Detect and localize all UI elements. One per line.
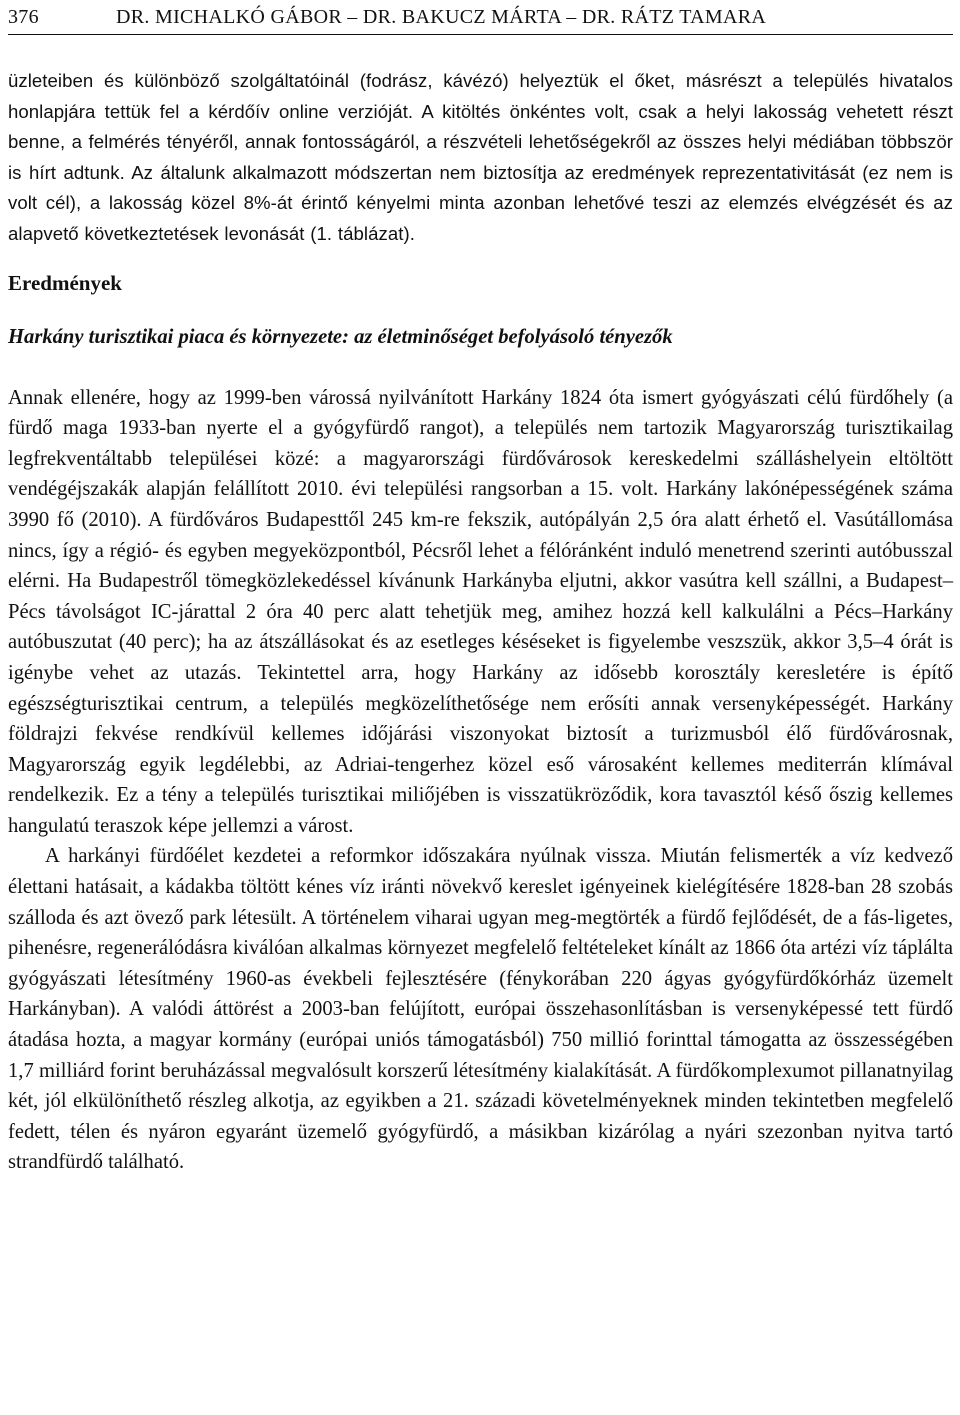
- section-heading: Eredmények: [8, 270, 122, 295]
- paragraph-body: A harkányi fürdőélet kezdetei a reformkor időszakára nyúlnak vissza. Miután felismerték a víz kedvező élettani hatásait, a kádakba töltött kénes víz iránti növekvő kereslet igényeinek kielégítésére 1828-ban 28 szobás szálloda és azt övező park létesült. A történelem viharai ugyan meg-megtörték a fürdő fejlődését, de a fás-ligetes, pihenésre, regenerálódásra kiválóan alkalmas környezet megfelelő feltételeket kínált az 1866 óta artézi víz táplálta gyógyászati létesítmény 1960-as évekbeli fejlesztésére (fénykorában 220 ágyas gyógyfürdőkórház üzemelt Harkányban). A valódi áttörést a 2003-ban felújított, európai összehasonlításban is versenyképessé tett fürdő átadása hozta, a magyar kormány (európai uniós támogatásból) 750 millió forinttal támogatta az összességében 1,7 milliárd forint beruházással megvalósult korszerű létesítmény kialakítását. A fürdőkomplexumot pillanatnyilag két, jól elkülöníthető részleg alkotja, az egyikben a 21. századi követelményeknek minden tekintetben megfelelő fedett, télen és nyáron egyaránt üzemelő gyógyfürdő, a másikban kizárólag a nyári szezonban nyitva tartó strandfürdő található.: [8, 845, 953, 1174]
- subsection-heading: Harkány turisztikai piaca és környezete: az életminőséget befolyásoló tényezők: [8, 325, 673, 348]
- running-header-authors: DR. MICHALKÓ GÁBOR – DR. BAKUCZ MÁRTA – DR. RÁTZ TAMARA: [116, 6, 767, 28]
- paragraph-body: Annak ellenére, hogy az 1999-ben várossá nyilvánított Harkány 1824 óta ismert gyógyászati célú fürdőhely (a fürdő maga 1933-ban nyerte el a gyógyfürdő rangot), a település nem tartozik Magyarország turisztikailag legfrekventáltabb települései közé: a magyarországi fürdővárosok kereskedelmi szálláshelyein eltöltött vendégéjszakák alapján felállított 2010. évi települési rangsorban a 15. volt. Harkány lakónépességének száma 3990 fő (2010). A fürdőváros Budapesttől 245 km-re fekszik, autópályán 2,5 óra alatt érhető el. Vasútállomása nincs, így a régió- és egyben megyeközpontból, Pécsről lehet a félóránként induló menetrend szerinti autóbusszal elérni. Ha Budapestről tömegközlekedéssel kívánunk Harkányba eljutni, akkor vasútra kell szállni, a Budapest–Pécs távolságot IC-járattal 2 óra 40 perc alatt tehetjük meg, amihez hozzá kell kalkulálni a Pécs–Harkány autóbuszutat (40 perc); ha az átszállásokat és az esetleges késéseket is figyelembe veszszük, akkor 3,5–4 órát is igénybe vehet az utazás. Tekintettel arra, hogy Harkány az idősebb korosztály keresletére is építő egészségturisztikai centrum, a település megközelíthetősége nem erősíti annak versenyképességét. Harkány földrajzi fekvése rendkívül kellemes időjárási viszonyokat biztosít a turizmusból élő fürdővárosnak, Magyarország egyik legdélebbi, az Adriai-tengerhez közel eső városaként kellemes mediterrán klímával rendelkezik. Ez a tény a település turisztikai miliőjében is visszatükröződik, kora tavasztól késő őszig kellemes hangulatú teraszok képe jellemzi a várost.: [8, 386, 953, 837]
- running-header: [8, 0, 953, 35]
- paragraph-intro: üzleteiben és különböző szolgáltatóinál (fodrász, kávézó) helyeztük el őket, másrészt a település hivatalos honlapjára tettük fel a kérdőív online verzióját. A kitöltés önkéntes volt, csak a helyi lakosság vehetett részt benne, a felmérés tényéről, annak fontosságáról, a részvételi lehetőségekről az összes helyi médiában többször is hírt adtunk. Az általunk alkalmazott módszertan nem biztosítja az eredmények reprezentativitását (ez nem is volt cél), a lakosság közel 8%-át érintő kényelmi minta azonban lehetővé teszi az elemzés elvégzését és az alapvető következtetések levonását (1. táblázat).: [8, 70, 953, 244]
- page-number: 376: [8, 6, 39, 28]
- page: [8, 0, 953, 1178]
